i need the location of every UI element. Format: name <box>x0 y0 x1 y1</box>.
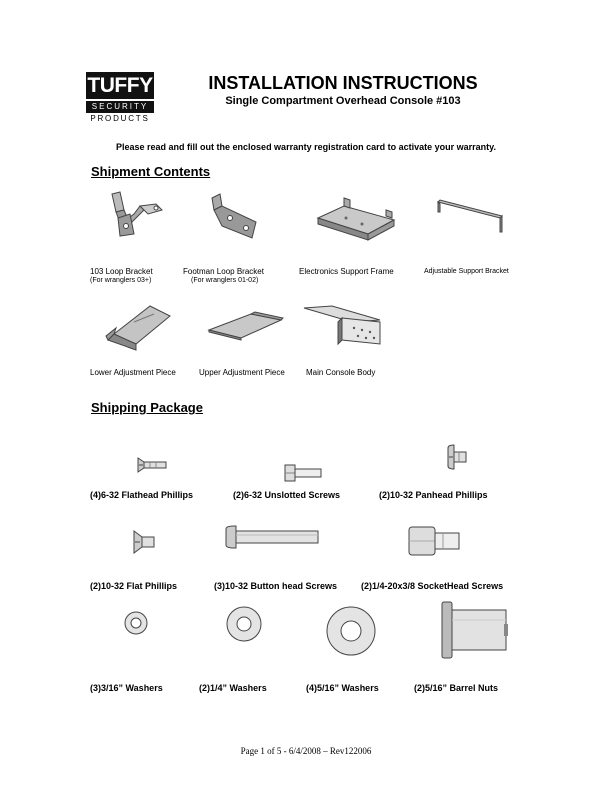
caption-upper-adjustment-piece: Upper Adjustment Piece <box>199 368 285 377</box>
logo-products: PRODUCTS <box>90 114 150 123</box>
label-flathead-screw: (4)6-32 Flathead Phillips <box>90 490 194 500</box>
label-large-washer: (4)5/16” Washers <box>306 683 379 693</box>
page-subtitle: Single Compartment Overhead Console #103 <box>225 95 461 107</box>
label-socket-head-screw: (2)1/4-20x3/8 SocketHead Screws <box>361 581 504 591</box>
caption-support-frame: Electronics Support Frame <box>299 267 394 276</box>
footman-loop-bracket-icon <box>208 192 258 240</box>
large-washer-icon <box>326 606 376 656</box>
tuffy-logo <box>86 72 154 124</box>
logo-security: SECURITY <box>86 101 154 113</box>
upper-adjustment-piece-icon <box>207 310 283 340</box>
caption-lower-adjustment-piece: Lower Adjustment Piece <box>90 368 176 377</box>
caption-footman-loop-bracket: Footman Loop Bracket <box>183 267 264 276</box>
unslotted-screw-icon <box>284 464 322 482</box>
label-medium-washer: (2)1/4” Washers <box>199 683 267 693</box>
label-flat-phillips-screw: (2)10-32 Flat Phillips <box>90 581 178 591</box>
small-washer-icon <box>124 611 148 635</box>
adjustable-bracket-icon <box>436 198 504 232</box>
socket-head-screw-icon <box>408 526 460 556</box>
page-title: INSTALLATION INSTRUCTIONS <box>208 73 478 93</box>
caption-loop-bracket-sub: (For wranglers 03+) <box>90 277 152 284</box>
button-head-screw-icon <box>224 525 320 549</box>
warranty-notice: Please read and fill out the enclosed warranty registration card to activate your warranty. <box>116 142 496 152</box>
caption-console-body: Main Console Body <box>306 368 376 377</box>
panhead-screw-icon <box>446 444 468 470</box>
label-barrel-nut: (2)5/16” Barrel Nuts <box>414 683 499 693</box>
console-body-icon <box>302 304 382 348</box>
page-footer: Page 1 of 5 - 6/4/2008 – Rev122006 <box>240 746 372 756</box>
caption-loop-bracket: 103 Loop Bracket <box>90 267 153 276</box>
flat-phillips-screw-icon <box>132 530 156 554</box>
medium-washer-icon <box>226 606 262 642</box>
label-unslotted-screw: (2)6-32 Unslotted Screws <box>233 490 341 500</box>
barrel-nut-icon <box>440 600 510 660</box>
shipping-package-heading: Shipping Package <box>91 400 203 415</box>
flathead-screw-icon <box>136 457 168 473</box>
shipment-contents-heading: Shipment Contents <box>91 164 211 179</box>
logo-brand: TUFFY <box>87 74 153 97</box>
label-panhead-screw: (2)10-32 Panhead Phillips <box>379 490 488 500</box>
loop-bracket-icon <box>104 190 166 240</box>
label-button-head-screw: (3)10-32 Button head Screws <box>214 581 338 591</box>
caption-footman-loop-bracket-sub: (For wranglers 01-02) <box>191 277 259 284</box>
support-frame-icon <box>316 196 396 240</box>
lower-adjustment-piece-icon <box>104 302 172 352</box>
label-small-washer: (3)3/16” Washers <box>90 683 163 693</box>
caption-adjustable-bracket: Adjustable Support Bracket <box>424 268 509 275</box>
